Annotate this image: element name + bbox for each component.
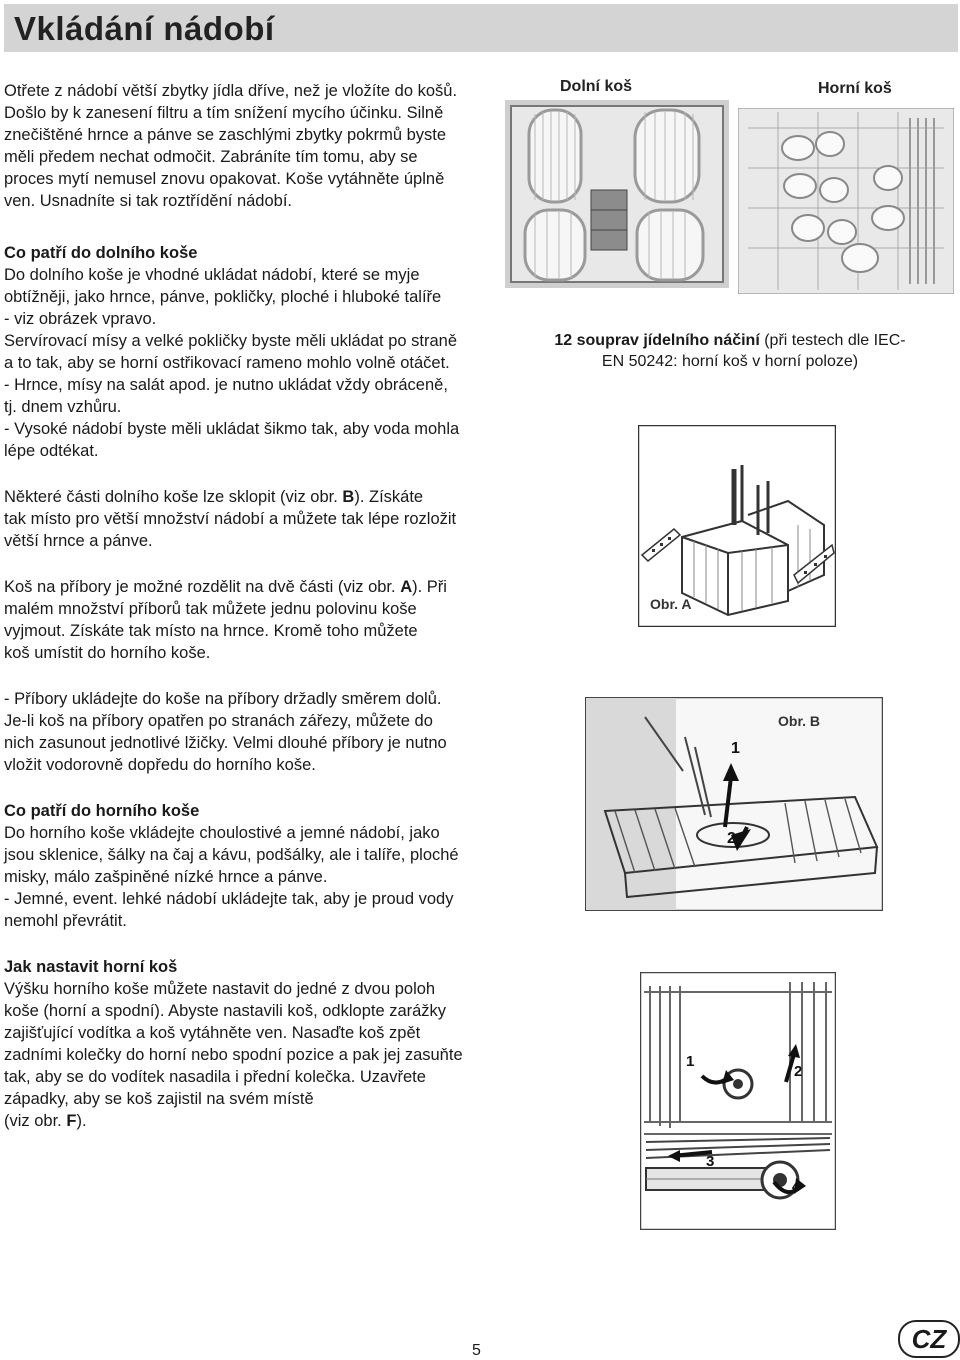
text-line: větší hrnce a pánve. bbox=[4, 532, 153, 550]
figure-b-folding-tines bbox=[585, 697, 883, 911]
title-bar bbox=[4, 4, 958, 52]
caption-line: EN 50242: horní koš v horní poloze) bbox=[601, 353, 859, 370]
text-line: ven. Usnadníte si tak roztřídění nádobí. bbox=[4, 192, 293, 210]
lower-basket-label: Dolní koš bbox=[560, 78, 633, 95]
text-line: - Hrnce, mísy na salát apod. je nutno ukládat vždy obráceně, bbox=[4, 376, 448, 394]
caption-text: (při testech dle IEC- bbox=[759, 332, 906, 349]
caption-bold: 12 souprav jídelního náčiní bbox=[554, 332, 760, 349]
figure-a-label: Obr. A bbox=[650, 596, 692, 612]
text-line: tak místo pro větší množství nádobí a můžete tak lépe rozložit bbox=[4, 510, 457, 528]
text-line: proces mytí nemusel znovu opakovat. Koše vytáhněte úplně bbox=[4, 170, 445, 188]
text-line: nemohl převrátit. bbox=[4, 912, 127, 930]
figure-caption bbox=[500, 330, 960, 372]
text-fragment: ). Při bbox=[412, 578, 447, 596]
text-line: znečištěné hrnce a pánve se zaschlými zbytky pokrmů byste bbox=[4, 126, 447, 144]
text-line: misky, málo zašpiněné nízké hrnce a pánve. bbox=[4, 868, 328, 886]
figure-f-basket-adjustment bbox=[640, 972, 836, 1230]
section-heading: Co patří do horního koše bbox=[4, 802, 200, 820]
text-line: obtížněji, jako hrnce, pánve, pokličky, ploché i hluboké talíře bbox=[4, 288, 442, 306]
text-fragment: ). Získáte bbox=[354, 488, 424, 506]
figure-b-label: Obr. B bbox=[778, 713, 821, 729]
intro-paragraph bbox=[4, 80, 476, 212]
text-fragment: Koš na příbory je možné rozdělit na dvě části (viz obr. bbox=[4, 578, 401, 596]
text-fragment: (viz obr. bbox=[4, 1112, 67, 1130]
text-line: lépe odtékat. bbox=[4, 442, 99, 460]
figure-ref: F bbox=[66, 1112, 77, 1130]
page-title: Vkládání nádobí bbox=[14, 10, 275, 47]
section-heading: Jak nastavit horní koš bbox=[4, 958, 178, 976]
text-line: Došlo by k zanesení filtru a tím snížení mycího účinku. Silně bbox=[4, 104, 444, 122]
text-column bbox=[4, 80, 476, 1132]
text-line: měli předem nechat odmočit. Zabráníte tím tomu, aby se bbox=[4, 148, 418, 166]
text-line: - Příbory ukládejte do koše na příbory držadly směrem dolů. bbox=[4, 690, 442, 708]
lower-basket-photo bbox=[505, 100, 729, 288]
page-number: 5 bbox=[472, 1342, 481, 1359]
upper-basket-photo bbox=[738, 108, 954, 294]
text-line: západky, aby se koš zajistil na svém místě bbox=[4, 1090, 314, 1108]
text-line bbox=[4, 1110, 476, 1132]
text-line: Otřete z nádobí větší zbytky jídla dříve, než je vložíte do košů. bbox=[4, 82, 458, 100]
text-line: koše (horní a spodní). Abyste nastavili koš, odklopte zarážky bbox=[4, 1002, 447, 1020]
text-fragment: ). bbox=[76, 1112, 87, 1130]
text-line: Je-li koš na příbory opatřen po stranách zářezy, můžete do bbox=[4, 712, 433, 730]
text-line: Do horního koše vkládejte choulostivé a jemné nádobí, jako bbox=[4, 824, 440, 842]
text-line: nich zasunout jednotlivé lžičky. Velmi dlouhé příbory je nutno bbox=[4, 734, 447, 752]
text-line: tj. dnem vzhůru. bbox=[4, 398, 122, 416]
upper-basket-section bbox=[4, 800, 476, 932]
cutlery-tips bbox=[4, 688, 476, 776]
text-line: - viz obrázek vpravo. bbox=[4, 310, 157, 328]
figure-f-step-4: 4 bbox=[792, 1178, 801, 1195]
adjust-section bbox=[4, 956, 476, 1132]
text-line: malém množství příborů tak můžete jednu polovinu koše bbox=[4, 600, 417, 618]
lower-basket-section bbox=[4, 242, 476, 462]
figure-ref: A bbox=[400, 578, 413, 596]
text-line: - Jemné, event. lehké nádobí ukládejte tak, aby je proud vody bbox=[4, 890, 454, 908]
text-line: jsou sklenice, šálky na čaj a kávu, podšálky, ale i talíře, ploché bbox=[4, 846, 459, 864]
text-line: zajišťující vodítka a koš vytáhněte ven. Nasaďte koš zpět bbox=[4, 1024, 421, 1042]
text-line bbox=[4, 486, 476, 508]
caption-line bbox=[500, 330, 960, 351]
text-line: Výšku horního koše můžete nastavit do jedné z dvou poloh bbox=[4, 980, 436, 998]
text-line: vložit vodorovně dopředu do horního koše. bbox=[4, 756, 316, 774]
text-line: - Vysoké nádobí byste měli ukládat šikmo tak, aby voda mohla bbox=[4, 420, 460, 438]
text-line: koš umístit do horního koše. bbox=[4, 644, 211, 662]
cutlery-paragraph bbox=[4, 576, 476, 664]
text-line bbox=[4, 576, 476, 598]
figure-b-step-1: 1 bbox=[731, 740, 740, 757]
section-heading: Co patří do dolního koše bbox=[4, 244, 198, 262]
text-line: Do dolního koše je vhodné ukládat nádobí, které se myje bbox=[4, 266, 420, 284]
text-line: a to tak, aby se horní ostřikovací rameno mohlo volně otáčet. bbox=[4, 354, 450, 372]
upper-basket-label: Horní koš bbox=[818, 80, 892, 97]
figure-f-step-2: 2 bbox=[794, 1063, 803, 1080]
figure-ref: B bbox=[342, 488, 355, 506]
figure-b-step-2: 2 bbox=[727, 830, 736, 847]
text-line: vyjmout. Získáte tak místo na hrnce. Kromě toho můžete bbox=[4, 622, 418, 640]
text-line: zadními kolečky do horní nebo spodní pozice a pak jej zasuňte bbox=[4, 1046, 463, 1064]
figure-f-step-3: 3 bbox=[706, 1153, 715, 1170]
fold-paragraph bbox=[4, 486, 476, 552]
text-line: Servírovací mísy a velké pokličky byste měli ukládat po straně bbox=[4, 332, 458, 350]
language-badge: CZ bbox=[898, 1320, 960, 1358]
text-fragment: Některé části dolního koše lze sklopit (viz obr. bbox=[4, 488, 343, 506]
figure-f-step-1: 1 bbox=[686, 1053, 695, 1070]
text-line: tak, aby se do vodítek nasadila i přední kolečka. Uzavřete bbox=[4, 1068, 426, 1086]
